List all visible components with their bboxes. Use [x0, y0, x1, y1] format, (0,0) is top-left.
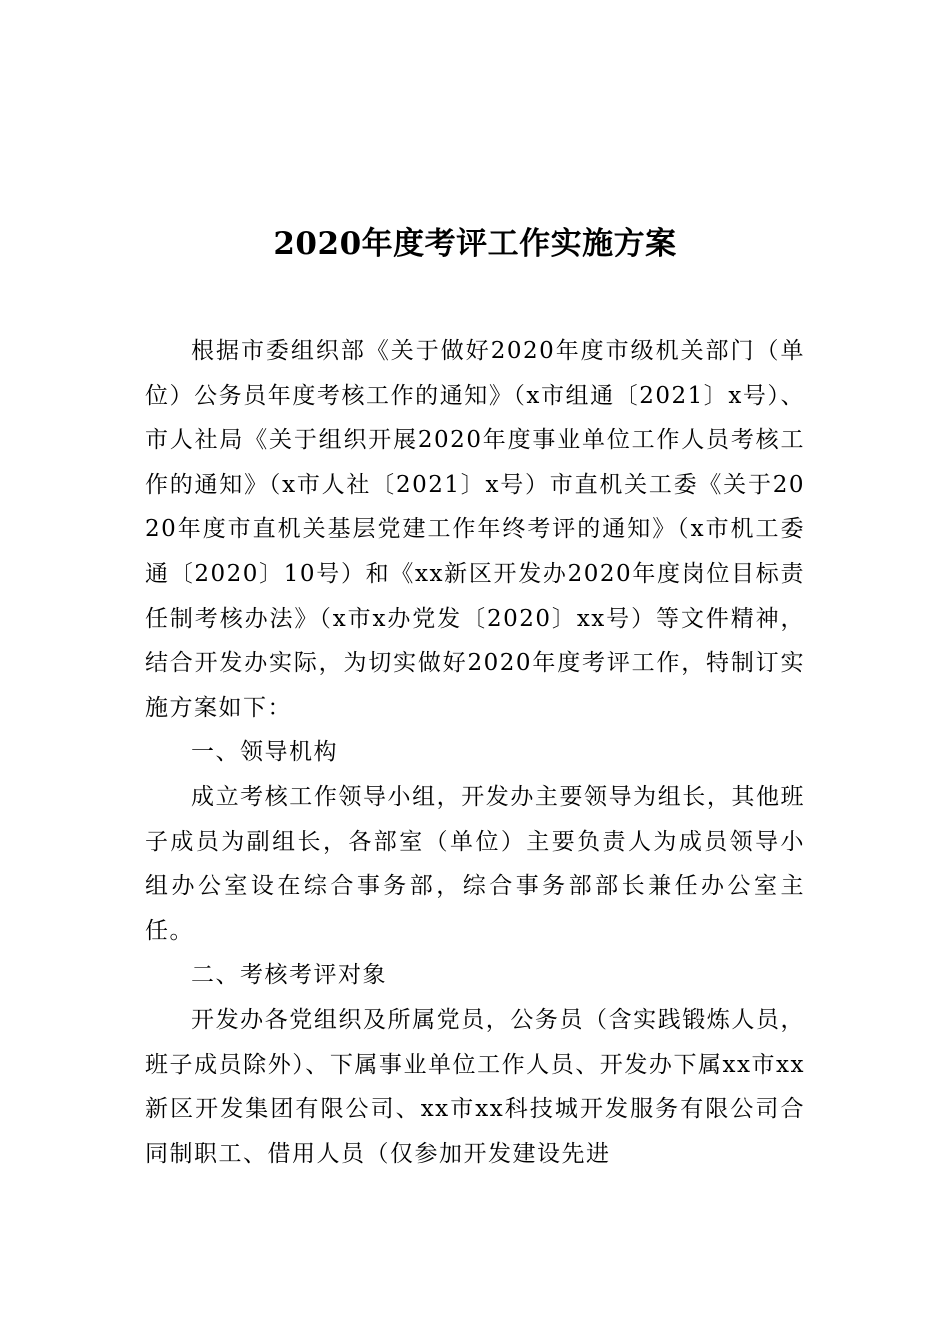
paragraph-basis: 根据市委组织部《关于做好2020年度市级机关部门（单位）公务员年度考核工作的通知》（x市组通〔2021〕x号）、市人社局《关于组织开展2020年度事业单位工作人员考核工作的通知》（x市人社〔2021〕x号）市直机关工委《关于2020年度市直机关基层党建工作年终考评的通知》（x市机工委通〔2020〕10号）和《xx新区开发办2020年度岗位目标责任制考核办法》（x市x办党发〔2020〕xx号）等文件精神，结合开发办实际，为切实做好2020年度考评工作，特制订实施方案如下： — [145, 338, 805, 721]
paragraph-targets: 开发办各党组织及所属党员，公务员（含实践锻炼人员，班子成员除外）、下属事业单位工作人员、开发办下属xx市xx新区开发集团有限公司、xx市xx科技城开发服务有限公司合同制职工、借用人员（仅参加开发建设先进 — [145, 1006, 805, 1167]
document-body — [145, 329, 805, 1176]
document-title: 2020年度考评工作实施方案 — [273, 226, 677, 262]
section-heading-targets: 二、考核考评对象 — [191, 962, 387, 989]
paragraph-leadership: 成立考核工作领导小组，开发办主要领导为组长，其他班子成员为副组长，各部室（单位）主要负责人为成员领导小组办公室设在综合事务部，综合事务部部长兼任办公室主任。 — [145, 783, 805, 944]
section-heading-leadership: 一、领导机构 — [191, 739, 338, 766]
